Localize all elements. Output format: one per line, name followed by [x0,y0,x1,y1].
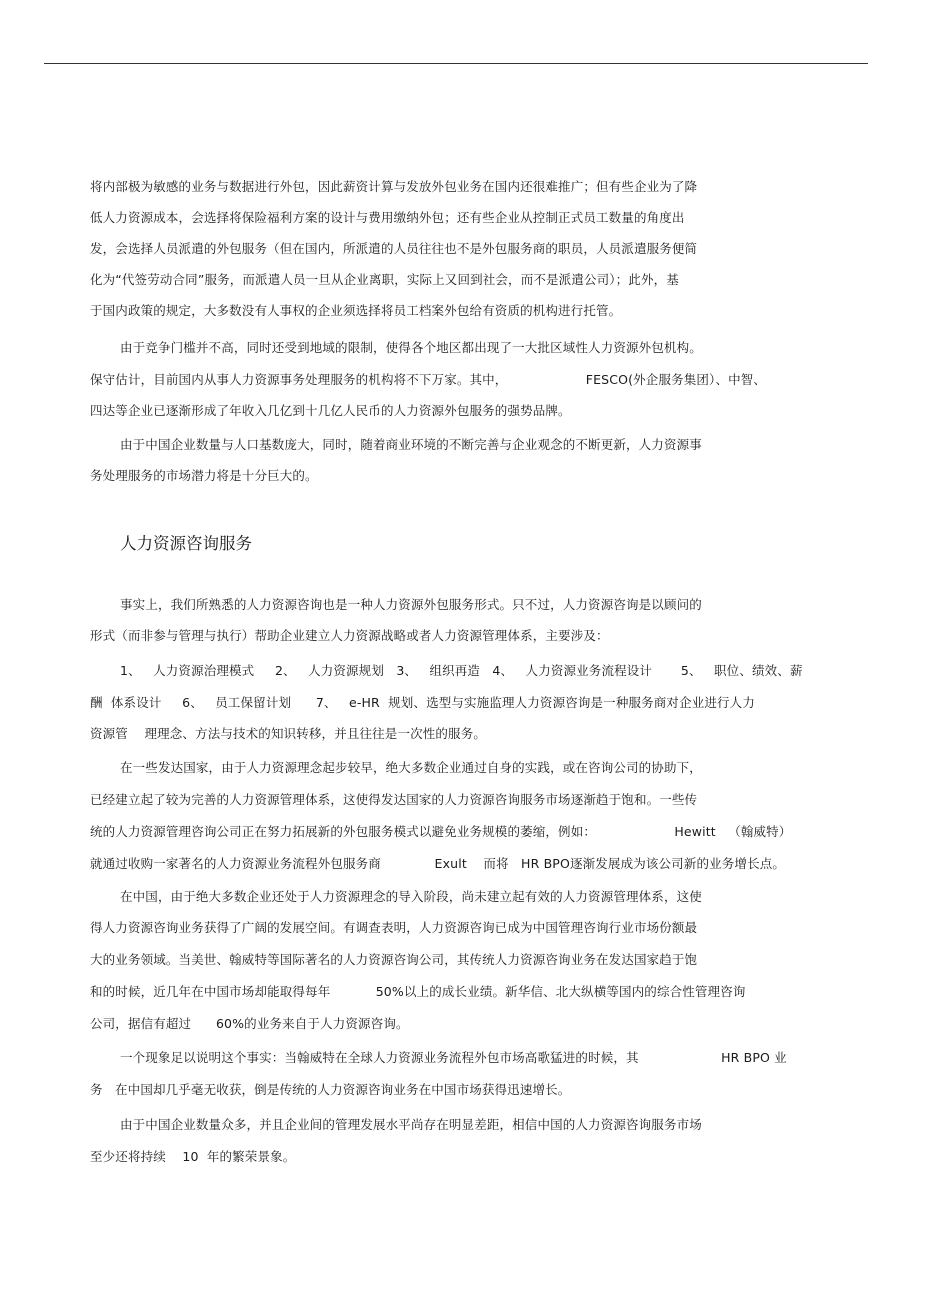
paragraph-line: 务处理服务的市场潜力将是十分巨大的。 [90,468,318,483]
paragraph-line: 一个现象足以说明这个事实：当翰威特在全球人力资源业务流程外包市场高歌猛进的时候，其 HR BPO 业 [120,1050,787,1065]
paragraph-line: 由于中国企业数量众多，并且企业间的管理发展水平尚存在明显差距，相信中国的人力资源咨询服务市场 [120,1117,702,1132]
paragraph-line: 公司，据信有超过 60%的业务来自于人力资源咨询。 [90,1016,409,1031]
paragraph-line: 至少还将持续 10 年的繁荣景象。 [90,1149,296,1164]
paragraph-line: 在中国，由于绝大多数企业还处于人力资源理念的导入阶段，尚未建立起有效的人力资源管理体系，这使 [120,889,702,904]
paragraph-line: 保守估计，目前国内从事人力资源事务处理服务的机构将不下万家。其中， FESCO(外企服务集团）、中智、 [90,372,767,387]
paragraph-line: 就通过收购一家著名的人力资源业务流程外包服务商 Exult 而将 HR BPO逐渐发展成为该公司新的业务增长点。 [90,856,786,871]
paragraph-line: 四达等企业已逐渐形成了年收入几亿到十几亿人民币的人力资源外包服务的强势品牌。 [90,403,571,418]
header-rule [44,63,868,64]
paragraph-line: 已经建立起了较为完善的人力资源管理体系，这使得发达国家的人力资源咨询服务市场逐渐趋于饱和。一些传 [90,792,698,807]
paragraph-line: 统的人力资源管理咨询公司正在努力拓展新的外包服务模式以避免业务规模的萎缩，例如： Hewitt （翰威特） [90,824,792,839]
paragraph-line: 大的业务领域。当美世、翰威特等国际著名的人力资源咨询公司，其传统人力资源咨询业务在发达国家趋于饱 [90,952,698,967]
paragraph-line: 事实上，我们所熟悉的人力资源咨询也是一种人力资源外包服务形式。只不过，人力资源咨询是以顾问的 [120,597,702,612]
paragraph-line: 资源管 理理念、方法与技术的知识转移，并且往往是一次性的服务。 [90,726,486,741]
paragraph-line: 务 在中国却几乎毫无收获，倒是传统的人力资源咨询业务在中国市场获得迅速增长。 [90,1082,571,1097]
paragraph-line: 得人力资源咨询业务获得了广阔的发展空间。有调查表明，人力资源咨询已成为中国管理咨询行业市场份额最 [90,920,698,935]
paragraph-line: 发，会选择人员派遣的外包服务（但在国内，所派遣的人员往往也不是外包服务商的职员，人员派遣服务便简 [90,241,698,256]
paragraph-line: 由于中国企业数量与人口基数庞大，同时，随着商业环境的不断完善与企业观念的不断更新，人力资源事 [120,437,702,452]
paragraph-line: 低人力资源成本，会选择将保险福利方案的设计与费用缴纳外包；还有些企业从控制正式员工数量的角度出 [90,210,685,225]
paragraph-line: 化为“代签劳动合同”服务，而派遣人员一旦从企业离职，实际上又回到社会，而不是派遣公司）；此外，基 [90,272,679,287]
paragraph-line: 酬 体系设计 6、 员工保留计划 7、 e-HR 规划、选型与实施监理人力资源咨询是一种服务商对企业进行人力 [90,695,755,710]
paragraph-line: 1、 人力资源治理模式 2、 人力资源规划 3、 组织再造 4、 人力资源业务流程设计 5、 职位、绩效、薪 [120,663,803,678]
section-heading: 人力资源咨询服务 [120,534,252,553]
paragraph-line: 在一些发达国家，由于人力资源理念起步较早，绝大多数企业通过自身的实践，或在咨询公司的协助下， [120,760,702,775]
paragraph-line: 将内部极为敏感的业务与数据进行外包，因此薪资计算与发放外包业务在国内还很难推广；但有些企业为了降 [90,179,698,194]
paragraph-line: 形式（而非参与管理与执行）帮助企业建立人力资源战略或者人力资源管理体系，主要涉及： [90,628,609,643]
paragraph-line: 由于竞争门槛并不高，同时还受到地域的限制，使得各个地区都出现了一大批区域性人力资源外包机构。 [120,340,702,355]
paragraph-line: 于国内政策的规定，大多数没有人事权的企业须选择将员工档案外包给有资质的机构进行托管。 [90,303,622,318]
paragraph-line: 和的时候，近几年在中国市场却能取得每年 50%以上的成长业绩。新华信、北大纵横等国内的综合性管理咨询 [90,984,746,999]
